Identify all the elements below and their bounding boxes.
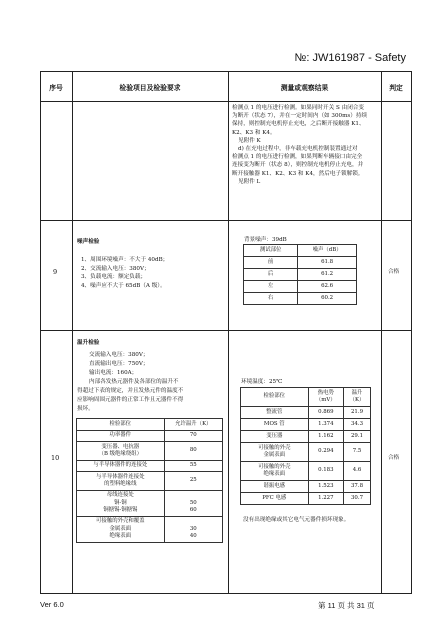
row10-cond-2: 直流输出电压：750V； <box>89 361 149 367</box>
result-line: 见附件 L <box>238 178 261 185</box>
limit-part: 与半导体器件连接处 的塑料绝缘线 <box>77 472 165 491</box>
limit-value: 30 40 <box>164 517 222 543</box>
header-result: 测量或观察结果 <box>280 84 329 92</box>
result-line: 连接变为断开（状态 8），则控制充电机停止充电，并 <box>232 162 364 169</box>
result-line: K2、K3 和 K4。 <box>232 129 276 136</box>
meas-k: 29.1 <box>344 431 371 443</box>
meas-mv: 1.374 <box>308 419 343 431</box>
row9-req-3: 3、负载电流：额定负载； <box>81 274 147 280</box>
temp-measure-table <box>240 387 371 505</box>
table-col-divider-3 <box>381 71 382 594</box>
row9-req-4: 4、噪声应不大于 65dB（A 级）。 <box>81 283 166 289</box>
row10-verdict: 合格 <box>388 455 400 461</box>
row9-req-1: 1、周围环境噪声：不大于 40dB； <box>81 257 169 263</box>
row9-bg-noise: 背景噪声：39dB <box>244 237 287 243</box>
result-line: 为断开（状态 7），并在一定时间内（如 300ms）持续 <box>232 113 368 120</box>
limit-part: 变压器、电抗器 （B 级绝缘绕组） <box>77 442 165 461</box>
result-line: 见附件 K <box>238 137 261 144</box>
table-col-divider-1 <box>72 71 73 594</box>
meas-col-k: 温升 （K） <box>344 388 371 407</box>
noise-value: 62.6 <box>298 281 357 293</box>
meas-k: 30.7 <box>344 493 371 505</box>
meas-k: 4.6 <box>344 462 371 481</box>
document-number: №: JW161987 - Safety <box>294 52 406 64</box>
meas-part: 谐振电感 <box>241 481 309 493</box>
row9-verdict: 合格 <box>388 269 400 275</box>
row10-title: 温升检验 <box>77 340 100 346</box>
header-no: 序号 <box>49 84 63 92</box>
noise-part: 前 <box>244 257 298 269</box>
limit-part: 与半导体器件的连接处 <box>77 461 165 472</box>
limit-value: 50 60 <box>164 491 222 517</box>
meas-part: PFC 电感 <box>241 493 309 505</box>
row10-desc-2: 得超过下表的规定，并且发热元件的温度不 <box>77 388 184 394</box>
row9-number: 9 <box>53 268 58 276</box>
meas-part: 可接触的外壳 金属表面 <box>241 443 309 462</box>
table-frame-bottom <box>40 593 412 594</box>
row9-title: 噪声检验 <box>77 239 100 245</box>
meas-mv: 0.183 <box>308 462 343 481</box>
result-line: 保持，则控制充电机停止充电，之后断开接触器 K1、 <box>232 121 365 128</box>
limit-col-k: 允许温升（K） <box>164 419 222 431</box>
row-continuation-result <box>232 104 367 186</box>
meas-mv: 0.869 <box>308 407 343 419</box>
limit-part: 功率器件 <box>77 431 165 442</box>
limit-part: 可接触的外壳和覆盖 金属表面 绝缘表面 <box>77 517 165 543</box>
table-frame-left <box>40 71 41 594</box>
meas-part: 整流管 <box>241 407 309 419</box>
noise-value: 61.8 <box>298 257 357 269</box>
row10-cond-3: 输出电流：160A； <box>89 370 138 376</box>
noise-part: 左 <box>244 281 298 293</box>
header-verdict: 判定 <box>389 84 403 92</box>
row10-desc-1: 内部各发热元器件及各部位的温升不 <box>89 379 179 385</box>
footer-page: 第 11 页 共 31 页 <box>318 601 375 610</box>
row10-ambient: 环境温度：25℃ <box>241 379 283 385</box>
meas-k: 37.8 <box>344 481 371 493</box>
limit-value: 25 <box>164 472 222 491</box>
meas-col-part: 检验部位 <box>241 388 309 407</box>
table-frame-right <box>411 71 412 594</box>
row10-desc-4: 损坏。 <box>77 406 94 412</box>
row9-req-2: 2、交流输入电压：380V； <box>81 266 150 272</box>
table-frame-top <box>40 71 412 72</box>
limit-col-part: 检验部位 <box>77 419 165 431</box>
result-line: 检测点 1 的电压进行检测。如果同时开关 S 由闭合变 <box>232 105 364 111</box>
footer-version: Ver 6.0 <box>40 600 64 609</box>
row10-cond-1: 交流输入电压：380V； <box>89 352 149 358</box>
noise-part: 后 <box>244 269 298 281</box>
meas-k: 34.3 <box>344 419 371 431</box>
noise-col-part: 测试部位 <box>244 245 298 257</box>
noise-value: 60.2 <box>298 293 357 305</box>
meas-k: 21.9 <box>344 407 371 419</box>
meas-mv: 1.227 <box>308 493 343 505</box>
result-line: 断开接触器 K1、K2、K3 和 K4，然后电子锁解锁。 <box>232 170 364 177</box>
meas-mv: 0.294 <box>308 443 343 462</box>
header-item: 检验项目及检验要求 <box>119 84 181 92</box>
table-col-divider-2 <box>228 71 229 594</box>
meas-mv: 1.162 <box>308 431 343 443</box>
meas-part: 可接触的外壳 绝缘表面 <box>241 462 309 481</box>
noise-part: 右 <box>244 293 298 305</box>
noise-value: 61.2 <box>298 269 357 281</box>
meas-part: MOS 管 <box>241 419 309 431</box>
limit-value: 80 <box>164 442 222 461</box>
table-row-divider-2 <box>40 330 412 331</box>
meas-part: 变压器 <box>241 431 309 443</box>
row10-note: 没有出现绝缘或其它电气元器件损坏现象。 <box>243 517 350 523</box>
limit-value: 55 <box>164 461 222 472</box>
temp-limit-table <box>76 418 223 543</box>
limit-part: 母线连接处 铜-铜 铜搪锡-铜搪锡 <box>77 491 165 517</box>
table-header-bottom <box>40 101 412 102</box>
limit-value: 70 <box>164 431 222 442</box>
table-row-divider-1 <box>40 220 412 221</box>
row10-desc-3: 应影响周围元器件的正常工作且元器件不得 <box>77 397 184 403</box>
result-line: d) 在充电过程中，非车载充电机控制装置通过对 <box>238 146 358 153</box>
noise-table <box>243 244 357 305</box>
meas-col-mv: 热电势 （mV） <box>308 388 343 407</box>
row10-number: 10 <box>51 454 60 462</box>
result-line: 检测点 1 的电压进行检测，如果判断车辆接口由完全 <box>232 154 363 161</box>
noise-col-db: 噪声（dB） <box>298 245 357 257</box>
meas-k: 7.5 <box>344 443 371 462</box>
meas-mv: 1.523 <box>308 481 343 493</box>
